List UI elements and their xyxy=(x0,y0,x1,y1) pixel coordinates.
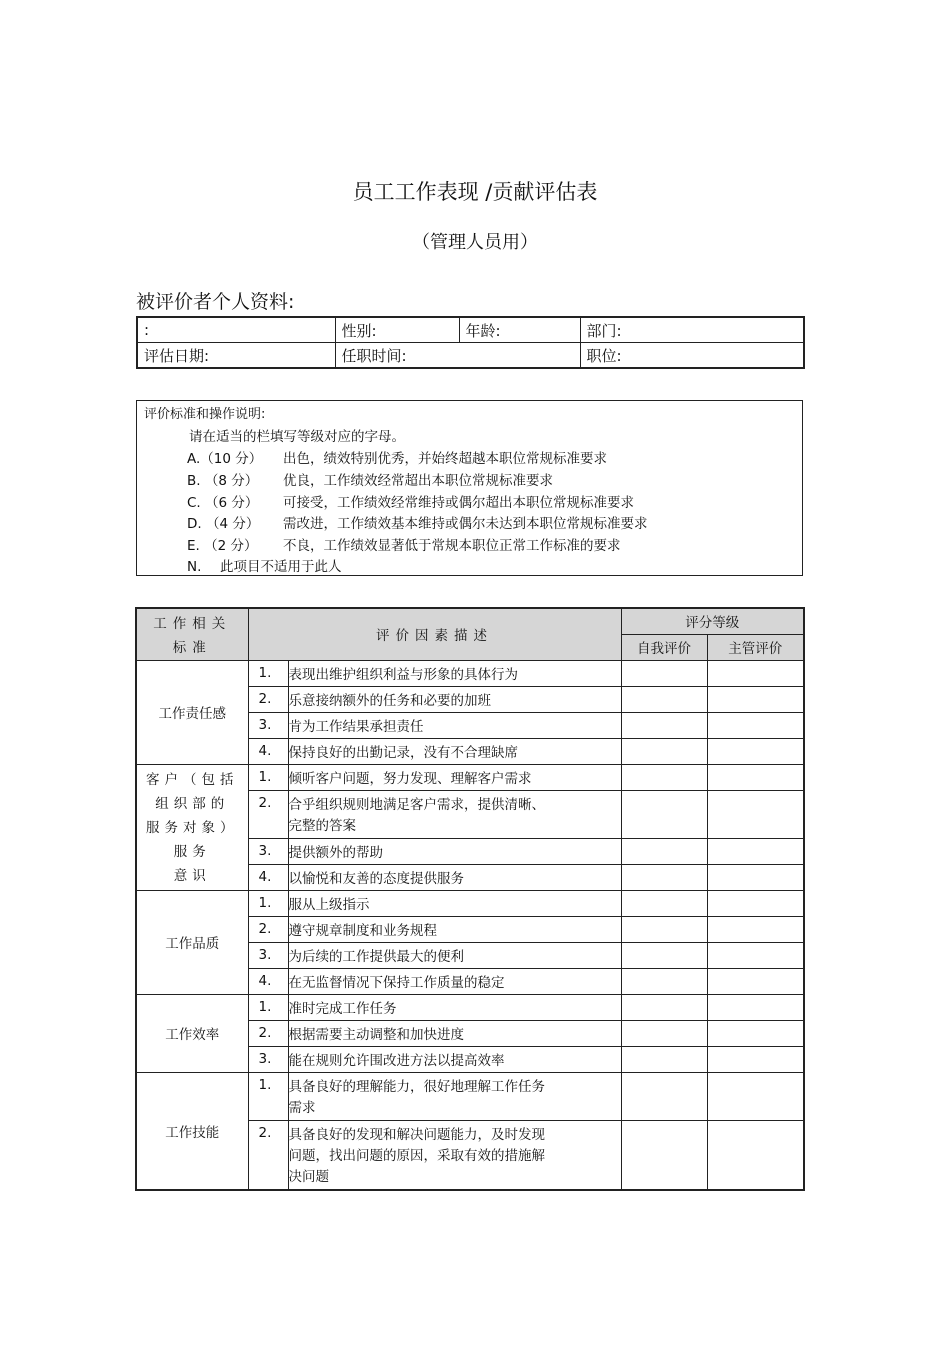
self-rating-cell[interactable] xyxy=(621,916,707,942)
manager-rating-header: 主管评价 xyxy=(707,634,804,660)
item-description: 以愉悦和友善的态度提供服务 xyxy=(288,864,621,890)
item-number: 2. xyxy=(248,790,288,838)
self-rating-cell[interactable] xyxy=(621,968,707,994)
level-item: C. （6 分） 可接受，工作绩效经常维持或偶尔超出本职位常规标准要求 xyxy=(187,495,634,511)
self-rating-cell[interactable] xyxy=(621,686,707,712)
item-number: 4. xyxy=(248,738,288,764)
manager-rating-cell[interactable] xyxy=(707,712,804,738)
self-rating-cell[interactable] xyxy=(621,1120,707,1190)
item-number: 4. xyxy=(248,968,288,994)
criteria-box xyxy=(136,400,803,576)
item-number: 1. xyxy=(248,994,288,1020)
rating-column-header: 评分等级 xyxy=(621,608,804,634)
manager-rating-cell[interactable] xyxy=(707,1072,804,1120)
self-rating-cell[interactable] xyxy=(621,994,707,1020)
item-description: 能在规则允许围改进方法以提高效率 xyxy=(288,1046,621,1072)
manager-rating-cell[interactable] xyxy=(707,942,804,968)
level-item: D. （4 分） 需改进，工作绩效基本维持或偶尔未达到本职位常规标准要求 xyxy=(187,516,648,532)
manager-rating-cell[interactable] xyxy=(707,1046,804,1072)
manager-rating-cell[interactable] xyxy=(707,764,804,790)
self-rating-cell[interactable] xyxy=(621,864,707,890)
item-number: 3. xyxy=(248,1046,288,1072)
level-item: B. （8 分） 优良，工作绩效经常超出本职位常规标准要求 xyxy=(187,473,553,489)
item-description: 具备良好的发现和解决问题能力，及时发现 问题，找出问题的原因，采取有效的措施解 决问题 xyxy=(288,1120,621,1190)
manager-rating-cell[interactable] xyxy=(707,790,804,838)
manager-rating-cell[interactable] xyxy=(707,890,804,916)
manager-rating-cell[interactable] xyxy=(707,994,804,1020)
item-description: 为后续的工作提供最大的便利 xyxy=(288,942,621,968)
criteria-instruction: 请在适当的栏填写等级对应的字母。 xyxy=(189,429,405,445)
item-description: 倾听客户问题，努力发现、理解客户需求 xyxy=(288,764,621,790)
manager-rating-cell[interactable] xyxy=(707,838,804,864)
manager-rating-cell[interactable] xyxy=(707,1120,804,1190)
form-title: 员工工作表现 /贡献评估表 xyxy=(352,180,598,204)
criteria-column-header: 工作相关 标准 xyxy=(136,608,248,660)
description-column-header: 评价因素描述 xyxy=(248,608,621,660)
item-description: 保持良好的出勤记录，没有不合理缺席 xyxy=(288,738,621,764)
item-number: 1. xyxy=(248,660,288,686)
category-responsibility: 工作责任感 xyxy=(136,660,248,764)
manager-rating-cell[interactable] xyxy=(707,660,804,686)
category-work-skills: 工作技能 xyxy=(136,1072,248,1190)
self-rating-cell[interactable] xyxy=(621,738,707,764)
position-field[interactable]: 职位: xyxy=(580,343,804,369)
item-number: 2. xyxy=(248,916,288,942)
item-description: 合乎组织规则地满足客户需求，提供清晰、 完整的答案 xyxy=(288,790,621,838)
manager-rating-cell[interactable] xyxy=(707,916,804,942)
level-item: N. 此项目不适用于此人 xyxy=(187,559,342,575)
item-number: 3. xyxy=(248,712,288,738)
self-rating-cell[interactable] xyxy=(621,712,707,738)
level-item: E. （2 分） 不良，工作绩效显著低于常规本职位正常工作标准的要求 xyxy=(187,538,621,554)
self-rating-cell[interactable] xyxy=(621,1046,707,1072)
item-description: 遵守规章制度和业务规程 xyxy=(288,916,621,942)
category-work-efficiency: 工作效率 xyxy=(136,994,248,1072)
age-field[interactable]: 年龄: xyxy=(459,317,580,343)
category-customer-service: 客户（包括 组织部的 服务对象） 服务 意识 xyxy=(136,764,248,890)
self-rating-cell[interactable] xyxy=(621,660,707,686)
item-number: 3. xyxy=(248,942,288,968)
item-description: 根据需要主动调整和加快进度 xyxy=(288,1020,621,1046)
item-description: 在无监督情况下保持工作质量的稳定 xyxy=(288,968,621,994)
self-rating-cell[interactable] xyxy=(621,1072,707,1120)
item-number: 1. xyxy=(248,890,288,916)
self-rating-cell[interactable] xyxy=(621,790,707,838)
manager-rating-cell[interactable] xyxy=(707,738,804,764)
item-number: 1. xyxy=(248,1072,288,1120)
item-description: 肯为工作结果承担责任 xyxy=(288,712,621,738)
manager-rating-cell[interactable] xyxy=(707,864,804,890)
criteria-header: 评价标准和操作说明: xyxy=(144,407,266,422)
level-item: A.（10 分） 出色，绩效特别优秀，并始终超越本职位常规标准要求 xyxy=(187,451,607,467)
self-rating-cell[interactable] xyxy=(621,890,707,916)
self-rating-cell[interactable] xyxy=(621,1020,707,1046)
item-description: 准时完成工作任务 xyxy=(288,994,621,1020)
gender-field[interactable]: 性别: xyxy=(335,317,459,343)
personal-info-table xyxy=(136,316,805,369)
item-number: 3. xyxy=(248,838,288,864)
item-number: 4. xyxy=(248,864,288,890)
eval-date-field[interactable]: 评估日期: xyxy=(137,343,335,369)
personal-info-heading: 被评价者个人资料: xyxy=(136,291,295,313)
item-description: 具备良好的理解能力，很好地理解工作任务 需求 xyxy=(288,1072,621,1120)
item-description: 提供额外的帮助 xyxy=(288,838,621,864)
self-rating-header: 自我评价 xyxy=(621,634,707,660)
item-number: 2. xyxy=(248,1020,288,1046)
department-field[interactable]: 部门: xyxy=(580,317,804,343)
item-description: 服从上级指示 xyxy=(288,890,621,916)
item-number: 2. xyxy=(248,686,288,712)
item-description: 乐意接纳额外的任务和必要的加班 xyxy=(288,686,621,712)
name-field[interactable]: : xyxy=(137,317,335,343)
manager-rating-cell[interactable] xyxy=(707,686,804,712)
self-rating-cell[interactable] xyxy=(621,942,707,968)
tenure-field[interactable]: 任职时间: xyxy=(335,343,580,369)
item-number: 1. xyxy=(248,764,288,790)
self-rating-cell[interactable] xyxy=(621,764,707,790)
evaluation-table xyxy=(135,607,805,1191)
form-subtitle: （管理人员用） xyxy=(412,232,538,253)
manager-rating-cell[interactable] xyxy=(707,968,804,994)
self-rating-cell[interactable] xyxy=(621,838,707,864)
manager-rating-cell[interactable] xyxy=(707,1020,804,1046)
category-work-quality: 工作品质 xyxy=(136,890,248,994)
item-number: 2. xyxy=(248,1120,288,1190)
item-description: 表现出维护组织利益与形象的具体行为 xyxy=(288,660,621,686)
